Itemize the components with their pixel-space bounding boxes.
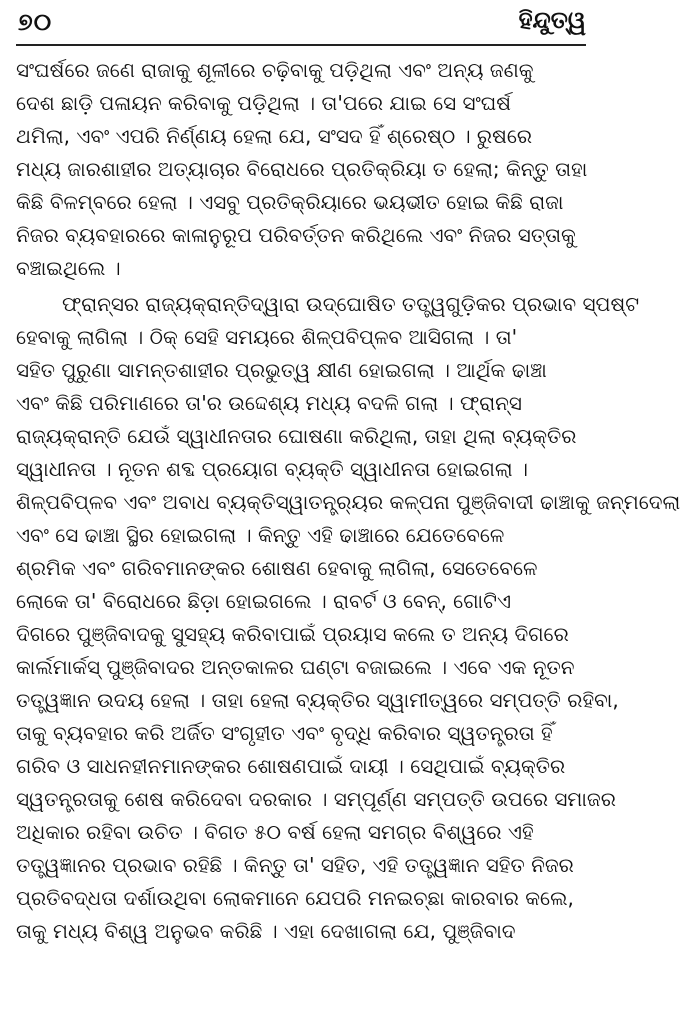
text-line: ସ୍ୱାଧୀନତା । ନୂତନ ଶବ୍ଦ ପ୍ରୟୋଗ ବ୍ୟକ୍ତି ସ୍ୱାଧୀନତା ହୋଇଗଲା । <box>16 457 529 481</box>
text-line: ତାକୁ ବ୍ୟବହାର କରି ଅର୍ଜିତ ସଂଗୃହୀତ ଏବଂ ବୃଦ୍ଧି କରିବାର ସ୍ୱତନ୍ତ୍ରତା ହିଁ <box>16 721 553 745</box>
text-line: ପ୍ରତିବଦ୍ଧତା ଦର୍ଶାଉଥିବା ଲୋକମାନେ ଯେପରି ମନଇଚ୍ଛା କାରବାର କଲେ, <box>16 886 574 910</box>
text-line: ଏବଂ ସେ ଢାଞ୍ଚା ସ୍ଥିର ହୋଇଗଲା । କିନ୍ତୁ ଏହି ଢାଞ୍ଚାରେ ଯେତେବେଳେ <box>16 523 505 547</box>
page-body <box>16 54 680 948</box>
text-line: ବଞ୍ଚାଇଥିଲେ । <box>16 256 121 280</box>
running-title: ହିନ୍ଦୁତ୍ୱ <box>518 6 586 34</box>
text-line: ସ୍ୱତନ୍ତ୍ରତାକୁ ଶେଷ କରିଦେବା ଦରକାର । ସମ୍ପୂର୍ଣ୍ଣ ସମ୍ପତ୍ତି ଉପରେ ସମାଜର <box>16 787 616 811</box>
text-line: ତତ୍ତ୍ୱଜ୍ଞାନର ପ୍ରଭାବ ରହିଛି । କିନ୍ତୁ ତା' ସହିତ, ଏହି ତତ୍ତ୍ୱଜ୍ଞାନ ସହିତ ନିଜର <box>16 853 574 877</box>
text-line: ନିଜର ବ୍ୟବହାରରେ କାଳାନୁରୂପ ପରିବର୍ତ୍ତନ କରିଥିଲେ ଏବଂ ନିଜର ସତ୍ତାକୁ <box>16 223 576 247</box>
page-header <box>16 0 586 46</box>
text-line: ତାକୁ ମଧ୍ୟ ବିଶ୍ୱ ଅନୁଭବ କରିଛି । ଏହା ଦେଖାଗଲା ଯେ, ପୁଞ୍ଜିବାଦ <box>16 919 516 943</box>
text-line: ଫ୍ରାନ୍ସର ରାଜ୍ୟକ୍ରାନ୍ତିଦ୍ୱାରା ଉଦ୍‌ଘୋଷିତ ତତ୍ତ୍ୱଗୁଡ଼ିକର ପ୍ରଭାବ ସ୍ପଷ୍ଟ <box>62 292 640 316</box>
text-line: ଦିଗରେ ପୁଞ୍ଜିବାଦକୁ ସୁସହ୍ୟ କରିବାପାଇଁ ପ୍ରୟାସ କଲେ ତ ଅନ୍ୟ ଦିଗରେ <box>16 622 569 646</box>
paragraph <box>16 54 586 285</box>
text-line: ଲୋକେ ତା' ବିରୋଧରେ ଛିଡ଼ା ହୋଇଗଲେ । ରାବର୍ଟ ଓ ବେନ୍, ଗୋଟିଏ <box>16 589 512 613</box>
text-line: ଦେଶ ଛାଡ଼ି ପଳାୟନ କରିବାକୁ ପଡ଼ିଥିଲା । ତା'ପରେ ଯାଇ ସେ ସଂଘର୍ଷ <box>16 91 511 115</box>
text-line: ସଂଘର୍ଷରେ ଜଣେ ରାଜାକୁ ଶୂଳୀରେ ଚଢ଼ିବାକୁ ପଡ଼ିଥିଲା ଏବଂ ଅନ୍ୟ ଜଣକୁ <box>16 58 534 82</box>
text-line: ସହିତ ପୁରୁଣା ସାମନ୍ତଶାହୀର ପ୍ରଭୁତ୍ୱ କ୍ଷୀଣ ହୋଇଗଲା । ଆର୍ଥିକ ଢାଞ୍ଚା <box>16 358 547 382</box>
text-line: ରାଜ୍ୟକ୍ରାନ୍ତି ଯେଉଁ ସ୍ୱାଧୀନତାର ଘୋଷଣା କରିଥିଲା, ତାହା ଥିଲା ବ୍ୟକ୍ତିର <box>16 424 577 448</box>
text-line: ଗରିବ ଓ ସାଧନହୀନମାନଙ୍କର ଶୋଷଣପାଇଁ ଦାୟୀ । ସେଥିପାଇଁ ବ୍ୟକ୍ତିର <box>16 754 566 778</box>
text-line: ଶିଳ୍ପବିପ୍ଳବ ଏବଂ ଅବାଧ ବ୍ୟକ୍ତିସ୍ୱାତନ୍ତ୍ର୍ୟର କଳ୍ପନା ପୁଞ୍ଜିବାଦୀ ଢାଞ୍ଚାକୁ ଜନ୍ମଦେଲା <box>16 490 680 514</box>
text-line: ଥମିଲା, ଏବଂ ଏପରି ନିର୍ଣ୍ଣୟ ହେଲା ଯେ, ସଂସଦ ହିଁ ଶ୍ରେଷ୍ଠ । ରୁଷରେ <box>16 124 533 148</box>
text-line: ଏବଂ କିଛି ପରିମାଣରେ ତା'ର ଉଦ୍ଦେଶ୍ୟ ମଧ୍ୟ ବଦଳି ଗଲା । ଫ୍ରାନ୍ସ <box>16 391 522 415</box>
page-number: ୭୦ <box>18 8 53 36</box>
text-line: ତତ୍ତ୍ୱଜ୍ଞାନ ଉଦୟ ହେଲା । ତାହା ହେଲା ବ୍ୟକ୍ତିର ସ୍ୱାମୀତ୍ୱରେ ସମ୍ପତ୍ତି ରହିବା, <box>16 688 619 712</box>
text-line: କାର୍ଲମାର୍କସ୍ ପୁଞ୍ଜିବାଦର ଅନ୍ତକାଳର ଘଣ୍ଟା ବଜାଇଲେ । ଏବେ ଏକ ନୂତନ <box>16 655 575 679</box>
text-line: ମଧ୍ୟ ଜାରଶାହୀର ଅତ୍ୟାଚାର ବିରୋଧରେ ପ୍ରତିକ୍ରିୟା ତ ହେଲା; କିନ୍ତୁ ତାହା <box>16 157 588 181</box>
paragraph <box>16 288 680 948</box>
text-line: ଅଧିକାର ରହିବା ଉଚିତ । ବିଗତ ୫୦ ବର୍ଷ ହେଲା ସମଗ୍ର ବିଶ୍ୱରେ ଏହି <box>16 820 534 844</box>
text-line: କିଛି ବିଳମ୍ବରେ ହେଲା । ଏସବୁ ପ୍ରତିକ୍ରିୟାରେ ଭୟଭୀତ ହୋଇ କିଛି ରାଜା <box>16 190 564 214</box>
header-rule <box>16 44 586 46</box>
text-line: ହେବାକୁ ଲାଗିଲା । ଠିକ୍ ସେହି ସମୟରେ ଶିଳ୍ପବିପ୍ଳବ ଆସିଗଲା । ତା' <box>16 325 518 349</box>
text-line: ଶ୍ରମିକ ଏବଂ ଗରିବମାନଙ୍କର ଶୋଷଣ ହେବାକୁ ଲାଗିଲା, ସେତେବେଳେ <box>16 556 538 580</box>
